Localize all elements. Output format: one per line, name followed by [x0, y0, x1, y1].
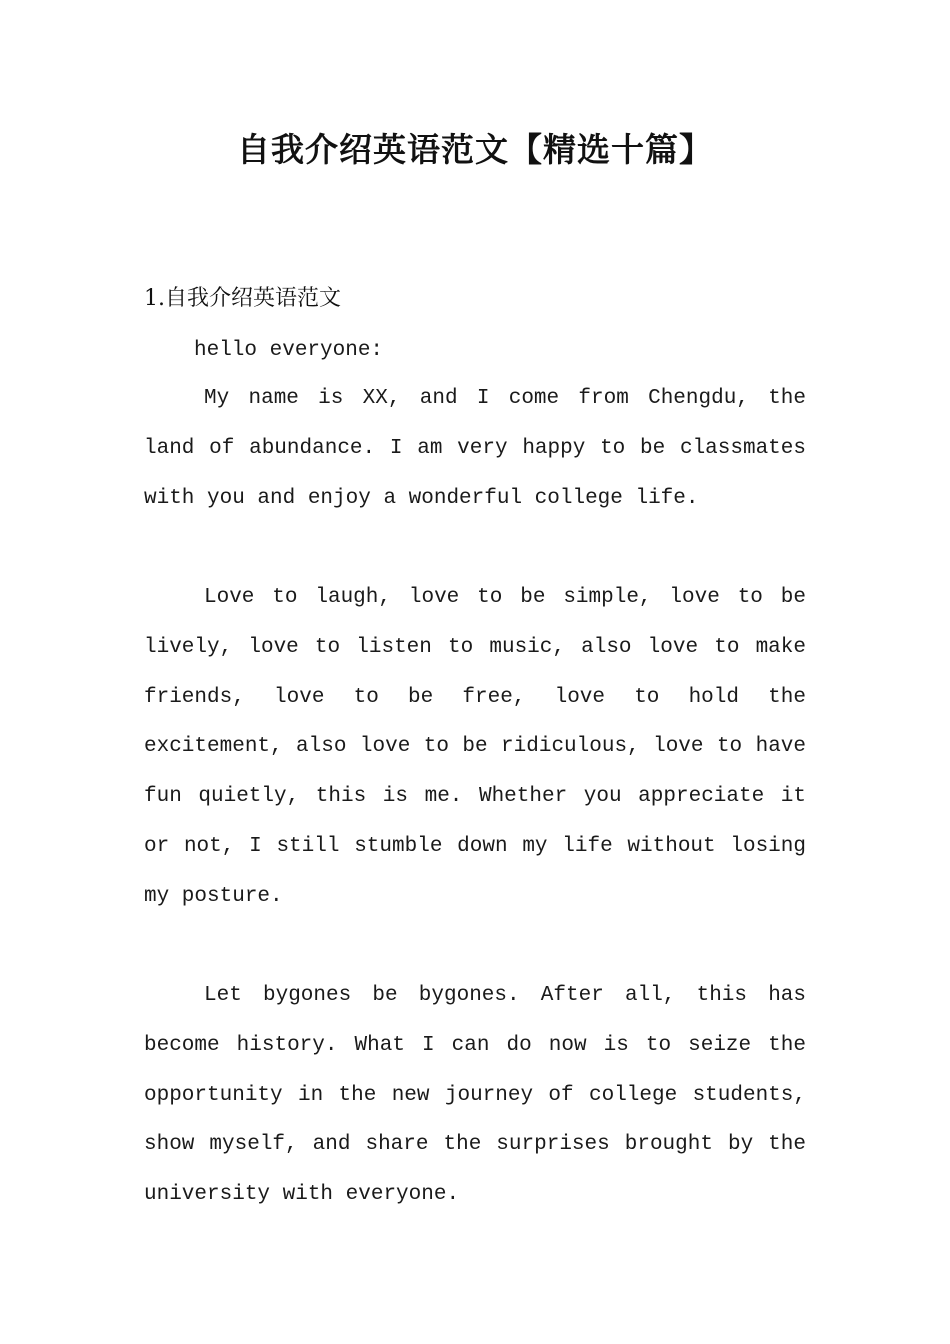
- paragraph-1-text: My name is XX, and I come from Chengdu, the land of abundance. I am very happy to be classmates with you and enjoy a wonderful college life.: [144, 387, 806, 510]
- document-title: 自我介绍英语范文【精选十篇】: [237, 130, 713, 169]
- paragraph-2: [144, 573, 806, 922]
- paragraph-3: [144, 971, 806, 1220]
- section-heading: 1.自我介绍英语范文: [144, 286, 341, 311]
- paragraph-1: [144, 374, 806, 523]
- paragraph-2-text: Love to laugh, love to be simple, love to be lively, love to listen to music, also love to make friends, love to be free, love to hold the excitement, also love to be ridiculous, love to have fun quietly, this is me. Whether you appreciate it or not, I still stumble down my life without losing my posture.: [144, 586, 806, 908]
- greeting-line: hello everyone:: [194, 339, 384, 362]
- paragraph-3-text: Let bygones be bygones. After all, this has become history. What I can do now is to seize the opportunity in the new journey of college students, show myself, and share the surprises brought by the university with everyone.: [144, 984, 806, 1207]
